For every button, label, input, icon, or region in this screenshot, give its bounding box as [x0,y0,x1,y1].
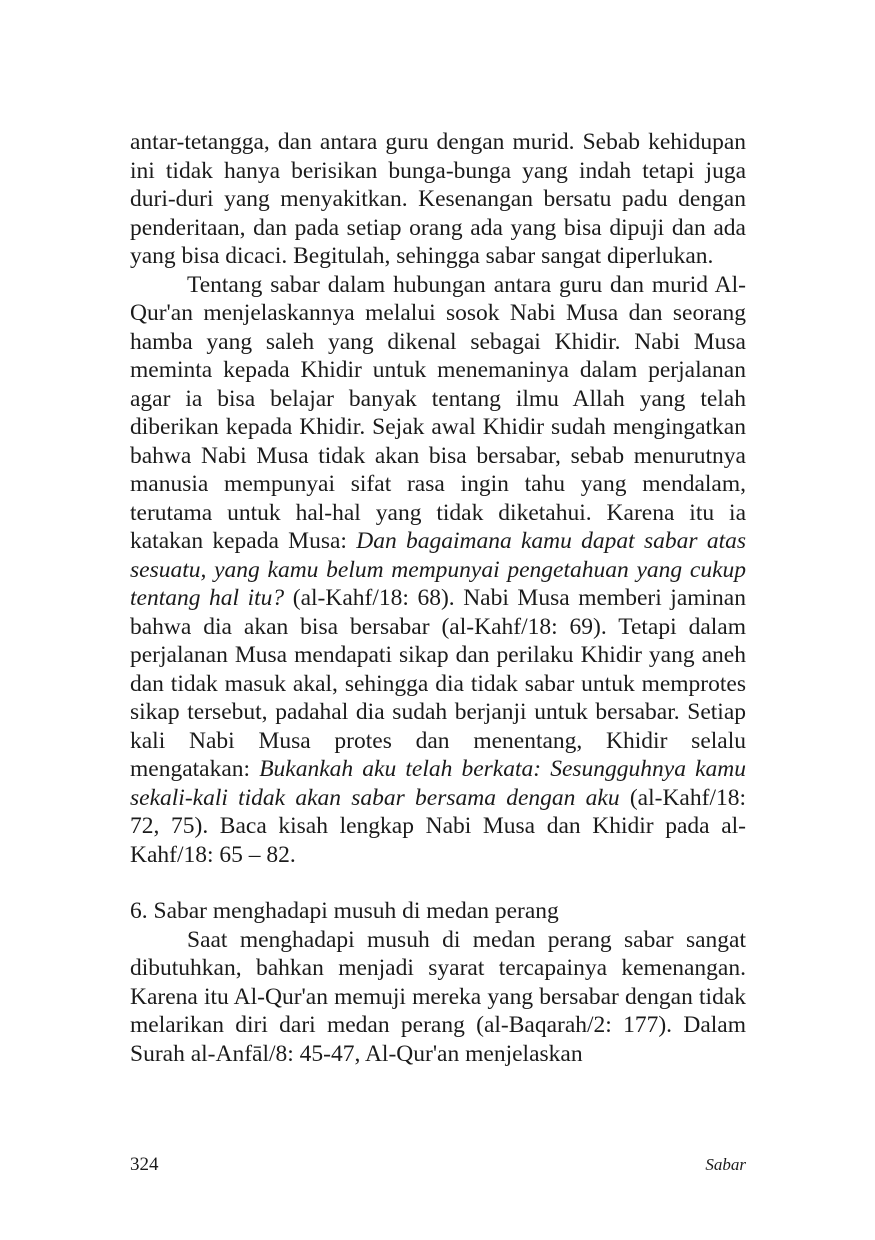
quote-1: Dan bagaimana kamu dapat sabar atas sesuatu, yang kamu belum mempunyai pengetahuan yang cukup tentang hal itu? [130,528,746,611]
running-title: Sabar [705,1155,746,1174]
paragraph-2-text-1: Tentang sabar dalam hubungan antara guru dan murid Al-Qur'an menjelaskannya melalui sosok Nabi Musa dan seorang hamba yang saleh yang dikenal sebagai Khidir. Nabi Musa meminta kepada Khidir untuk menemaninya dalam perjalanan agar ia bisa belajar banyak tentang ilmu Allah yang telah diberikan kepada Khidir. Sejak awal Khidir sudah mengingatkan bahwa Nabi Musa tidak akan bisa bersabar, sebab menurutnya manusia mempunyai sifat rasa ingin tahu yang mendalam, terutama untuk hal-hal yang tidak diketahui. Karena itu ia katakan kepada Musa: [130,271,746,554]
section-heading-6: 6. Sabar menghadapi musuh di medan perang [130,898,559,924]
page-body [130,128,746,1068]
quote-2: Bukankah aku telah berkata: Sesungguhnya kamu sekali-kali tidak akan sabar bersama dengan aku [130,756,747,811]
paragraph-2-text-3: (al-Kahf/18: 72, 75). Baca kisah lengkap Nabi Musa dan Khidir pada al-Kahf/18: 65 – 82. [130,784,746,868]
paragraph-3: Saat menghadapi musuh di medan perang sabar sangat dibutuhkan, bahkan menjadi syarat tercapainya kemenangan. Karena itu Al-Qur'an memuji mereka yang bersabar dengan tidak melarikan diri dari medan perang (al-Baqarah/2: 177). Dalam Surah al-Anfāl/8: 45-47, Al-Qur'an menjelaskan [130,926,746,1067]
paragraph-1: antar-tetangga, dan antara guru dengan murid. Sebab kehidupan ini tidak hanya berisikan bunga-bunga yang indah tetapi juga duri-duri yang menyakitkan. Kesenangan bersatu padu dengan penderitaan, dan pada setiap orang ada yang bisa dipuji dan ada yang bisa dicaci. Begitulah, sehingga sabar sangat diperlukan. [130,129,746,269]
paragraph-2 [130,271,746,870]
paragraph-2-text-2: (al-Kahf/18: 68). Nabi Musa memberi jaminan bahwa dia akan bisa bersabar (al-Kahf/18: 69). Tetapi dalam perjalanan Musa mendapati sikap dan perilaku Khidir yang aneh dan tidak masuk akal, sehingga dia tidak sabar untuk memprotes sikap tersebut, padahal dia sudah berjanji untuk bersabar. Setiap kali Nabi Musa protes dan menentang, Khidir selalu mengatakan: [130,585,746,782]
page-number: 324 [130,1154,159,1175]
